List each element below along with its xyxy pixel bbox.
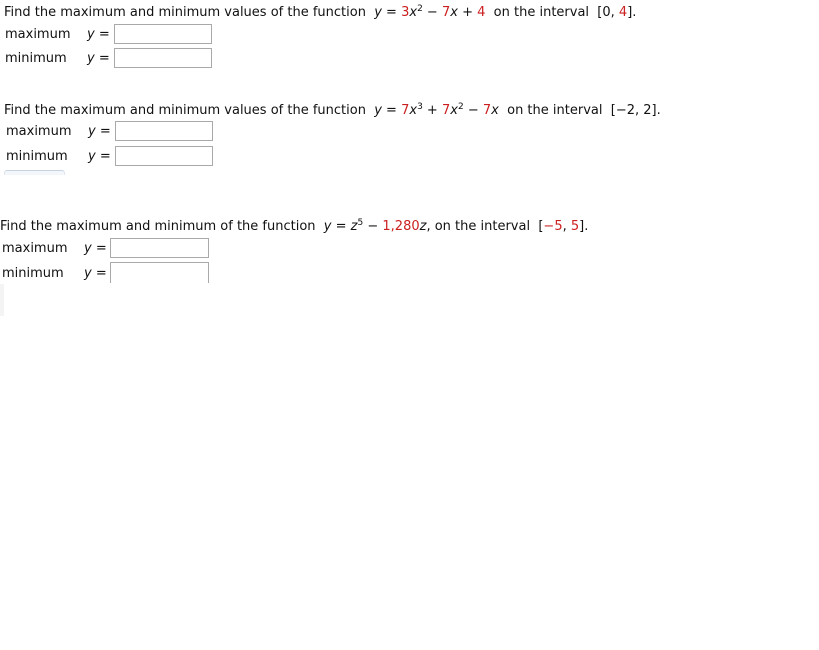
maximum-label: maximum xyxy=(6,124,72,139)
minimum-answer-input[interactable] xyxy=(115,146,213,166)
minimum-answer-input-clipped xyxy=(110,262,210,283)
answer-row-1-min xyxy=(5,48,225,70)
minimum-answer-input[interactable] xyxy=(110,262,209,283)
y-equals-label: y = xyxy=(84,266,107,281)
maximum-answer-input[interactable] xyxy=(114,24,212,44)
answer-row-1-max xyxy=(5,24,225,46)
maximum-answer-input[interactable] xyxy=(110,238,209,258)
y-equals-label: y = xyxy=(88,124,111,139)
y-equals-label: y = xyxy=(87,27,110,42)
answer-row-2-min xyxy=(6,146,226,168)
minimum-label: minimum xyxy=(6,149,68,164)
question-1-text: Find the maximum and minimum values of the function $y = 3x^2 - 7x + 4$ on the interval [0, 4]. xyxy=(4,4,637,20)
partial-tab-edge xyxy=(4,170,65,175)
minimum-answer-input[interactable] xyxy=(114,48,212,68)
question-3-text: Find the maximum and minimum of the function $y = z^5 - 1,280z$, on the interval [−5, 5]. xyxy=(0,218,589,234)
answer-row-3-max xyxy=(2,238,222,260)
y-equals-label: y = xyxy=(87,51,110,66)
minimum-label: minimum xyxy=(2,266,64,281)
y-equals-label: y = xyxy=(88,149,111,164)
answer-row-2-max xyxy=(6,121,226,143)
question-2-text: Find the maximum and minimum values of the function $y = 7x^3 + 7x^2 - 7x$ on the interval [−2, 2]. xyxy=(4,102,661,118)
maximum-answer-input[interactable] xyxy=(115,121,213,141)
y-equals-label: y = xyxy=(84,241,107,256)
fn-var-y: y xyxy=(374,103,382,118)
left-edge-artifact xyxy=(0,284,4,316)
fn-var-y: y xyxy=(323,219,332,234)
maximum-label: maximum xyxy=(5,27,71,42)
maximum-label: maximum xyxy=(2,241,68,256)
fn-var-y: y xyxy=(374,5,382,20)
minimum-label: minimum xyxy=(5,51,67,66)
